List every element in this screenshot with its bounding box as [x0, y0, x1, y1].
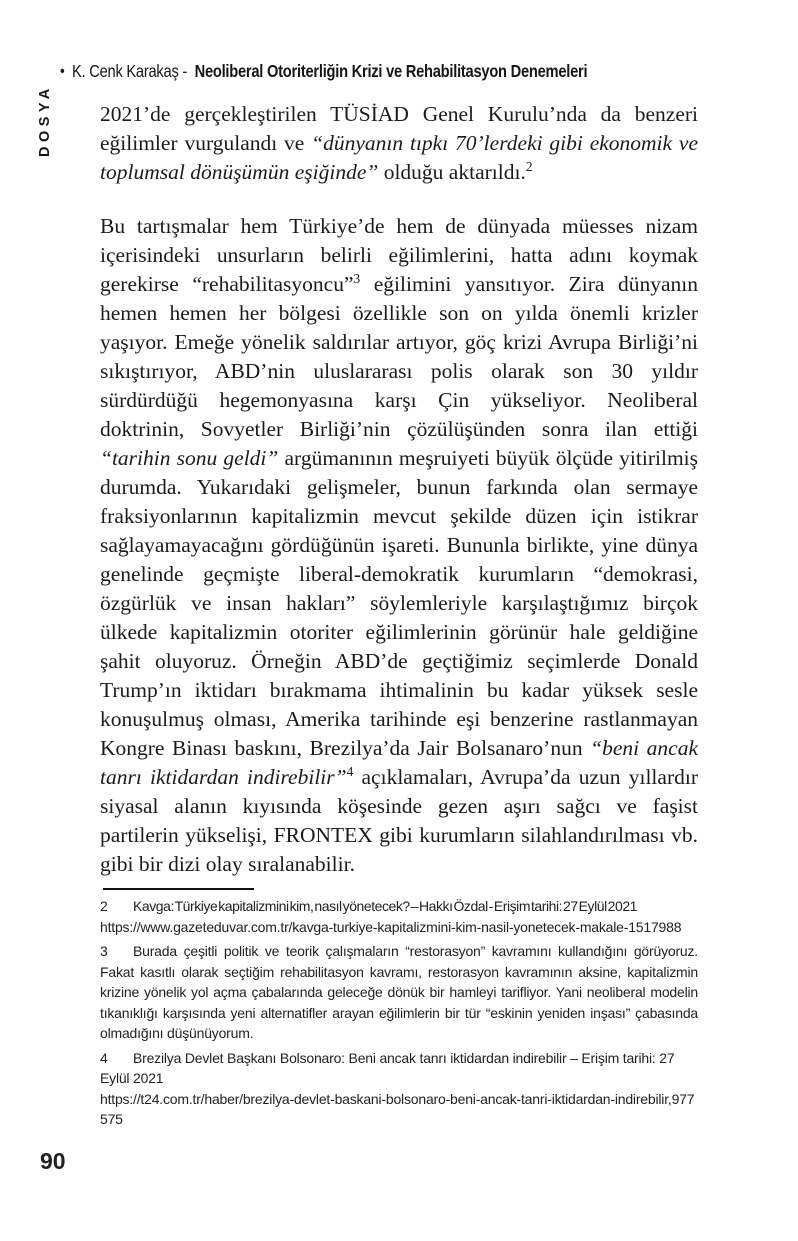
- paragraph-1: [100, 100, 698, 187]
- bullet-icon: •: [60, 63, 65, 80]
- footnote-text: Brezilya Devlet Başkanı Bolsonaro: Beni ancak tanrı iktidardan indirebilir – Erişim tarihi: 27 Eylül 2021: [100, 1049, 675, 1086]
- header-author: K. Cenk Karakaş -: [72, 61, 188, 81]
- italic-quote: “beni ancak tanrı iktidardan indirebilir”: [100, 736, 698, 789]
- footnote-number: 4: [100, 1049, 108, 1066]
- footnote-text: Burada çeşitli politik ve teorik çalışmaların “restorasyon” kavramını kullandığını görüyoruz. Fakat kasıtlı olarak seçtiğim rehabilitasyon kavramı, restorasyon kavramının aksine, kapitalizmin krizine yönelik yol açma çabalarında geleceğe dönük bir hamleyi tarifliyor. Yani neoliberal modelin tıkanıklığı karşısında yeni alternatifler arayan eğilimlerin bir tür “eskinin yeniden inşası” çabasında olmadığını düşünüyorum.: [100, 943, 698, 1041]
- footnote-marker-3: 3: [353, 270, 361, 286]
- footnote-marker-2: 2: [525, 158, 533, 174]
- footnote-url: https://www.gazeteduvar.com.tr/kavga-turkiye-kapitalizmini-kim-nasil-yonetecek-makale-1517988: [100, 918, 682, 935]
- italic-quote: “tarihin sonu geldi”: [100, 446, 279, 470]
- body-run: Bu tartışmalar hem Türkiye’de hem de dünyada müesses nizam içerisindeki unsurların belirli eğilimlerini, hatta adını koymak gerekirse “rehabilitasyoncu”: [100, 214, 698, 296]
- body-run: olduğu aktarıldı.: [378, 160, 526, 184]
- body-run: argümanının meşruiyeti büyük ölçüde yitirilmiş durumda. Yukarıdaki gelişmeler, bunun farkında olan sermaye fraksiyonlarının kapitalizmin mevcut şekilde düzen için istikrar sağlayamayacağını gördüğünün işareti. Bununla birlikte, yine dünya genelinde geçmişte liberal-demokratik kurumların “demokrasi, özgürlük ve insan hakları” söylemleriyle karşılaştığımız birçok ülkede kapitalizmin otoriter eğilimlerinin görünür hale geldiğine şahit oluyoruz. Örneğin ABD’de geçtiğimiz seçimlerde Donald Trump’ın iktidarı bırakmama ihtimalinin bu kadar yüksek sesle konuşulmuş olması, Amerika tarihinde eşi benzerine rastlanmayan Kongre Binası baskını, Brezilya’da Jair Bolsanaro’nun: [100, 446, 699, 760]
- body-run: 2021’de gerçekleştirilen TÜSİAD Genel Kurulu’nda da benzeri eğilimler vurgulandı ve: [100, 102, 698, 155]
- section-label-dosya: DOSYA: [37, 84, 53, 157]
- body-text: [100, 100, 698, 904]
- body-run: açıklamaları, Avrupa’da uzun yıllardır siyasal alanın kıyısında köşesinde gezen aşırı sağcı ve faşist partilerin yükselişi, FRONTEX gibi kurumların silahlandırılması vb. gibi bir dizi olay sıralanabilir.: [100, 765, 698, 876]
- footnotes: [100, 896, 698, 1134]
- footnote-text: Kavga: Türkiye kapitalizmini kim, nasıl yönetecek? – Hakkı Özdal - Erişim tarihi: 27 Eylül 2021: [133, 898, 638, 914]
- paragraph-2: [100, 212, 698, 879]
- header-article-title: Neoliberal Otoriterliğin Krizi ve Rehabilitasyon Denemeleri: [194, 61, 588, 81]
- footnote-url: https://t24.com.tr/haber/brezilya-devlet-baskani-bolsonaro-beni-ancak-tanri-iktidardan-indirebilir,977575: [100, 1090, 695, 1127]
- page-number: 90: [40, 1148, 66, 1174]
- footnote-separator: [103, 888, 254, 890]
- footnote-4: [100, 1048, 698, 1130]
- body-run: eğilimini yansıtıyor. Zira dünyanın hemen hemen her bölgesi özellikle son on yılda önemli krizler yaşıyor. Emeğe yönelik saldırılar artıyor, göç krizi Avrupa Birliği’ni sıkıştırıyor, ABD’nin uluslararası polis olarak son 30 yıldır sürdürdüğü hegemonyasına karşı Çin yükseliyor. Neoliberal doktrinin, Sovyetler Birliği’nin çözülüşünden sonra ilan ettiği: [100, 272, 698, 441]
- footnote-3: [100, 941, 698, 1044]
- footnote-number: 2: [100, 898, 108, 914]
- footnote-number: 3: [100, 943, 108, 959]
- italic-quote: “dünyanın tıpkı 70’lerdeki gibi ekonomik ve toplumsal dönüşümün eşiğinde”: [100, 131, 698, 184]
- footnote-marker-4: 4: [346, 763, 354, 779]
- page-header: [60, 61, 587, 82]
- footnote-2: [100, 896, 698, 937]
